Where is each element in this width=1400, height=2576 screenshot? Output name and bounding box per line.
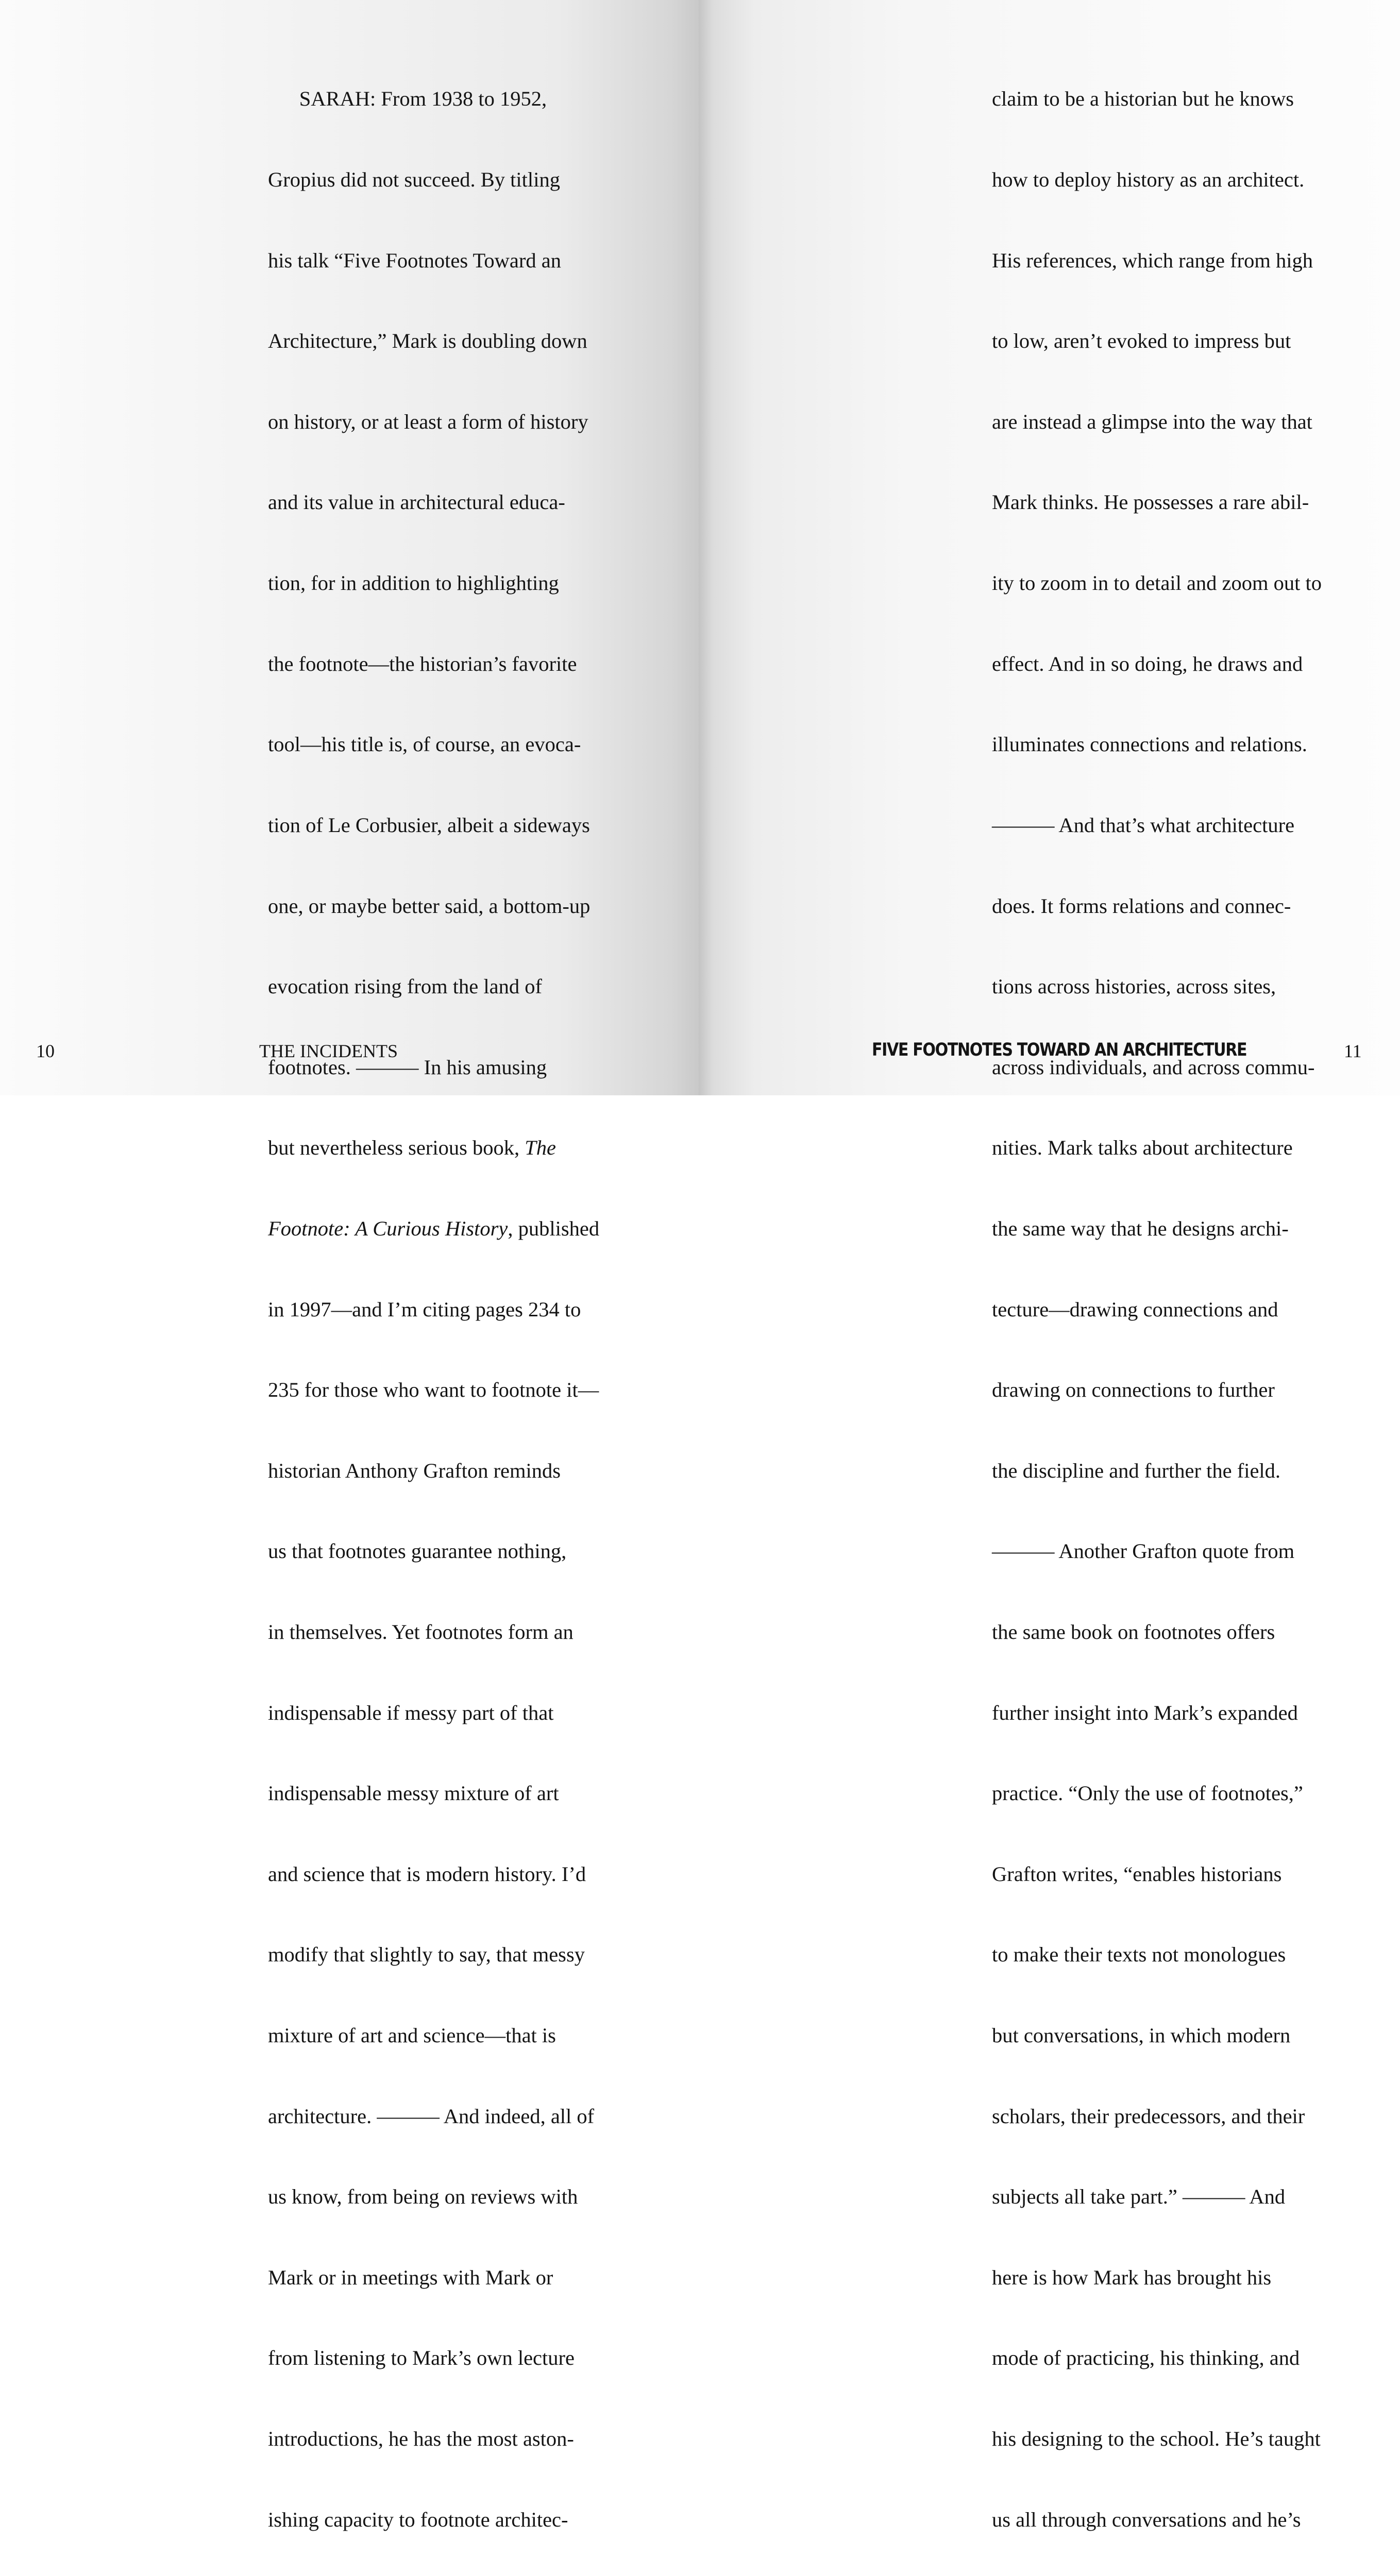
text-line: here is how Mark has brought his <box>992 2265 1272 2289</box>
text-line: ——— And that’s what architecture <box>992 813 1295 837</box>
text-line: his talk “Five Footnotes Toward an <box>268 248 561 272</box>
text-line: further insight into Mark’s expanded <box>992 1701 1298 1724</box>
text-line: indispensable messy mixture of art <box>268 1782 559 1805</box>
text-line: to make their texts not monologues <box>992 1943 1286 1967</box>
text-line: mode of practicing, his thinking, and <box>992 2346 1300 2370</box>
text-line: and science that is modern history. I’d <box>268 1862 586 1886</box>
text-line: us know, from being on reviews with <box>268 2185 578 2209</box>
text-line: us that footnotes guarantee nothing, <box>268 1539 567 1563</box>
text-line: Grafton writes, “enables historians <box>992 1862 1282 1886</box>
text-line: in themselves. Yet footnotes form an <box>268 1620 574 1643</box>
text-line: architecture. ——— And indeed, all of <box>268 2104 595 2128</box>
text-line: ——— Another Grafton quote from <box>992 1539 1295 1563</box>
text-line: drawing on connections to further <box>992 1378 1275 1402</box>
text-line: nities. Mark talks about architecture <box>992 1136 1293 1160</box>
text-line: tion of Le Corbusier, albeit a sideways <box>268 813 590 837</box>
book-title: Footnote: A Curious History <box>268 1216 508 1240</box>
book-title: The <box>525 1136 556 1160</box>
text-line: ity to zoom in to detail and zoom out to <box>992 571 1322 595</box>
right-page-body-text <box>992 32 1322 2576</box>
text-line: the discipline and further the field. <box>992 1459 1281 1482</box>
text-line: us all through conversations and he’s <box>992 2507 1301 2531</box>
text-line: across individuals, and across commu- <box>992 1055 1315 1079</box>
text-line: Footnote: A Curious History, published <box>268 1216 600 1240</box>
text-line: are instead a glimpse into the way that <box>992 410 1312 433</box>
text-line: ishing capacity to footnote architec- <box>268 2507 568 2531</box>
text-line: the footnote—the historian’s favorite <box>268 652 577 675</box>
left-page-body-text <box>268 32 599 2576</box>
text-line: but nevertheless serious book, The <box>268 1136 556 1160</box>
text-line: scholars, their predecessors, and their <box>992 2104 1305 2128</box>
text-line: to low, aren’t evoked to impress but <box>992 329 1291 353</box>
text-line: how to deploy history as an architect. <box>992 168 1305 192</box>
text-line: effect. And in so doing, he draws and <box>992 652 1303 675</box>
text-line: one, or maybe better said, a bottom-up <box>268 894 591 918</box>
text-line: illuminates connections and relations. <box>992 733 1307 756</box>
text-line: his designing to the school. He’s taught <box>992 2427 1321 2451</box>
text-line: tool—his title is, of course, an evoca- <box>268 733 581 756</box>
page-number-right: 11 <box>1344 1041 1362 1061</box>
text-line: in 1997—and I’m citing pages 234 to <box>268 1297 581 1321</box>
text-line: does. It forms relations and connec- <box>992 894 1291 918</box>
text-line: subjects all take part.” ——— And <box>992 2185 1286 2209</box>
text-line: from listening to Mark’s own lecture <box>268 2346 575 2370</box>
text-line: Mark thinks. He possesses a rare abil- <box>992 490 1309 514</box>
text-line: introductions, he has the most aston- <box>268 2427 574 2451</box>
text-line: SARAH: From 1938 to 1952, <box>268 87 547 111</box>
text-line: and its value in architectural educa- <box>268 490 565 514</box>
running-head-left: THE INCIDENTS <box>259 1041 398 1061</box>
text-line: practice. “Only the use of footnotes,” <box>992 1782 1303 1805</box>
text-line: His references, which range from high <box>992 248 1313 272</box>
text-line: indispensable if messy part of that <box>268 1701 554 1724</box>
text-line: on history, or at least a form of history <box>268 410 588 433</box>
text-line: modify that slightly to say, that messy <box>268 1943 585 1967</box>
text-line: evocation rising from the land of <box>268 975 542 998</box>
running-head-right: FIVE FOOTNOTES TOWARD AN ARCHITECTURE <box>872 1040 1247 1060</box>
text-line: mixture of art and science—that is <box>268 2024 556 2047</box>
text-line: 235 for those who want to footnote it— <box>268 1378 599 1402</box>
text-line: claim to be a historian but he knows <box>992 87 1294 111</box>
text-line: tion, for in addition to highlighting <box>268 571 559 595</box>
text-line: Gropius did not succeed. By titling <box>268 168 560 192</box>
text-line: the same book on footnotes offers <box>992 1620 1275 1643</box>
text-line: historian Anthony Grafton reminds <box>268 1459 561 1482</box>
page-number-left: 10 <box>36 1041 55 1061</box>
text-line: tecture—drawing connections and <box>992 1297 1278 1321</box>
text-line: Mark or in meetings with Mark or <box>268 2265 553 2289</box>
text-line: the same way that he designs archi- <box>992 1216 1289 1240</box>
text-line: footnotes. ——— In his amusing <box>268 1055 547 1079</box>
text-line: but conversations, in which modern <box>992 2024 1291 2047</box>
text-line: tions across histories, across sites, <box>992 975 1276 998</box>
text-line: Architecture,” Mark is doubling down <box>268 329 587 353</box>
